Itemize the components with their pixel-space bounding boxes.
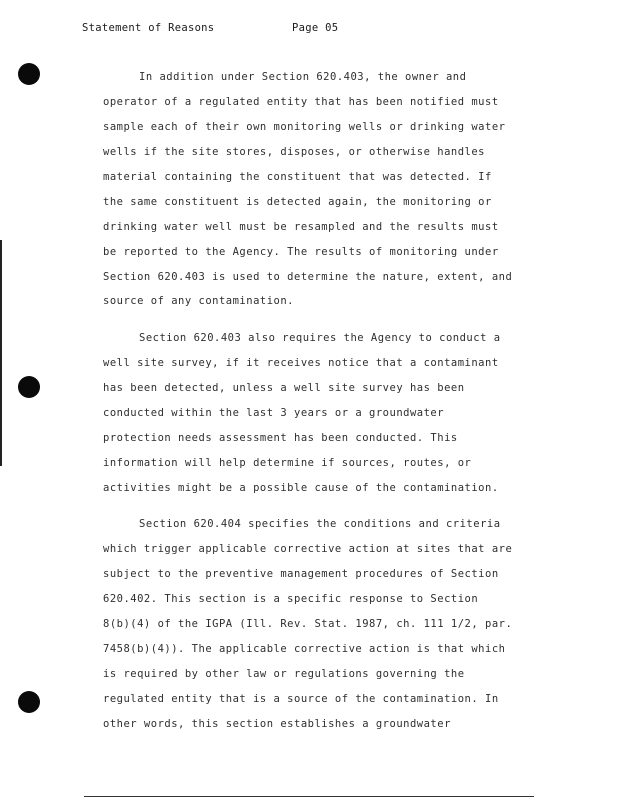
text-line: Section 620.403 is used to determine the nature, extent, and (103, 271, 513, 283)
text-line: Section 620.404 specifies the conditions and criteria (139, 518, 501, 530)
text-line: 8(b)(4) of the IGPA (Ill. Rev. Stat. 1987, ch. 111 1/2, par. (103, 618, 513, 630)
binder-hole-icon (18, 63, 40, 85)
text-line: drinking water well must be resampled and the results must (103, 221, 499, 233)
text-line: well site survey, if it receives notice that a contaminant (103, 357, 499, 369)
text-line: be reported to the Agency. The results of monitoring under (103, 246, 499, 258)
text-line: 620.402. This section is a specific response to Section (103, 593, 479, 605)
text-line: sample each of their own monitoring wells or drinking water (103, 121, 506, 133)
text-line: which trigger applicable corrective action at sites that are (103, 543, 513, 555)
text-line: conducted within the last 3 years or a groundwater (103, 407, 445, 419)
text-line: material containing the constituent that was detected. If (103, 171, 492, 183)
text-line: other words, this section establishes a groundwater (103, 718, 451, 730)
text-line: wells if the site stores, disposes, or otherwise handles (103, 146, 486, 158)
text-line: information will help determine if sources, routes, or (103, 457, 472, 469)
binder-hole-icon (18, 376, 40, 398)
text-line: protection needs assessment has been conducted. This (103, 432, 458, 444)
text-line: source of any contamination. (103, 295, 295, 307)
text-line: the same constituent is detected again, the monitoring or (103, 196, 492, 208)
text-line: Section 620.403 also requires the Agency to conduct a (139, 332, 501, 344)
page-header (82, 22, 339, 34)
footer-rule (84, 796, 534, 797)
text-line: In addition under Section 620.403, the owner and (139, 71, 467, 83)
header-page-number: Page 05 (292, 22, 339, 34)
text-line: 7458(b)(4)). The applicable corrective action is that which (103, 643, 506, 655)
binder-hole-icon (18, 691, 40, 713)
header-title: Statement of Reasons (82, 22, 215, 34)
text-line: operator of a regulated entity that has been notified must (103, 96, 499, 108)
text-line: is required by other law or regulations governing the (103, 668, 465, 680)
text-line: has been detected, unless a well site survey has been (103, 382, 465, 394)
text-line: activities might be a possible cause of the contamination. (103, 482, 499, 494)
margin-revision-bar (0, 240, 2, 466)
text-line: regulated entity that is a source of the contamination. In (103, 693, 499, 705)
text-line: subject to the preventive management procedures of Section (103, 568, 499, 580)
